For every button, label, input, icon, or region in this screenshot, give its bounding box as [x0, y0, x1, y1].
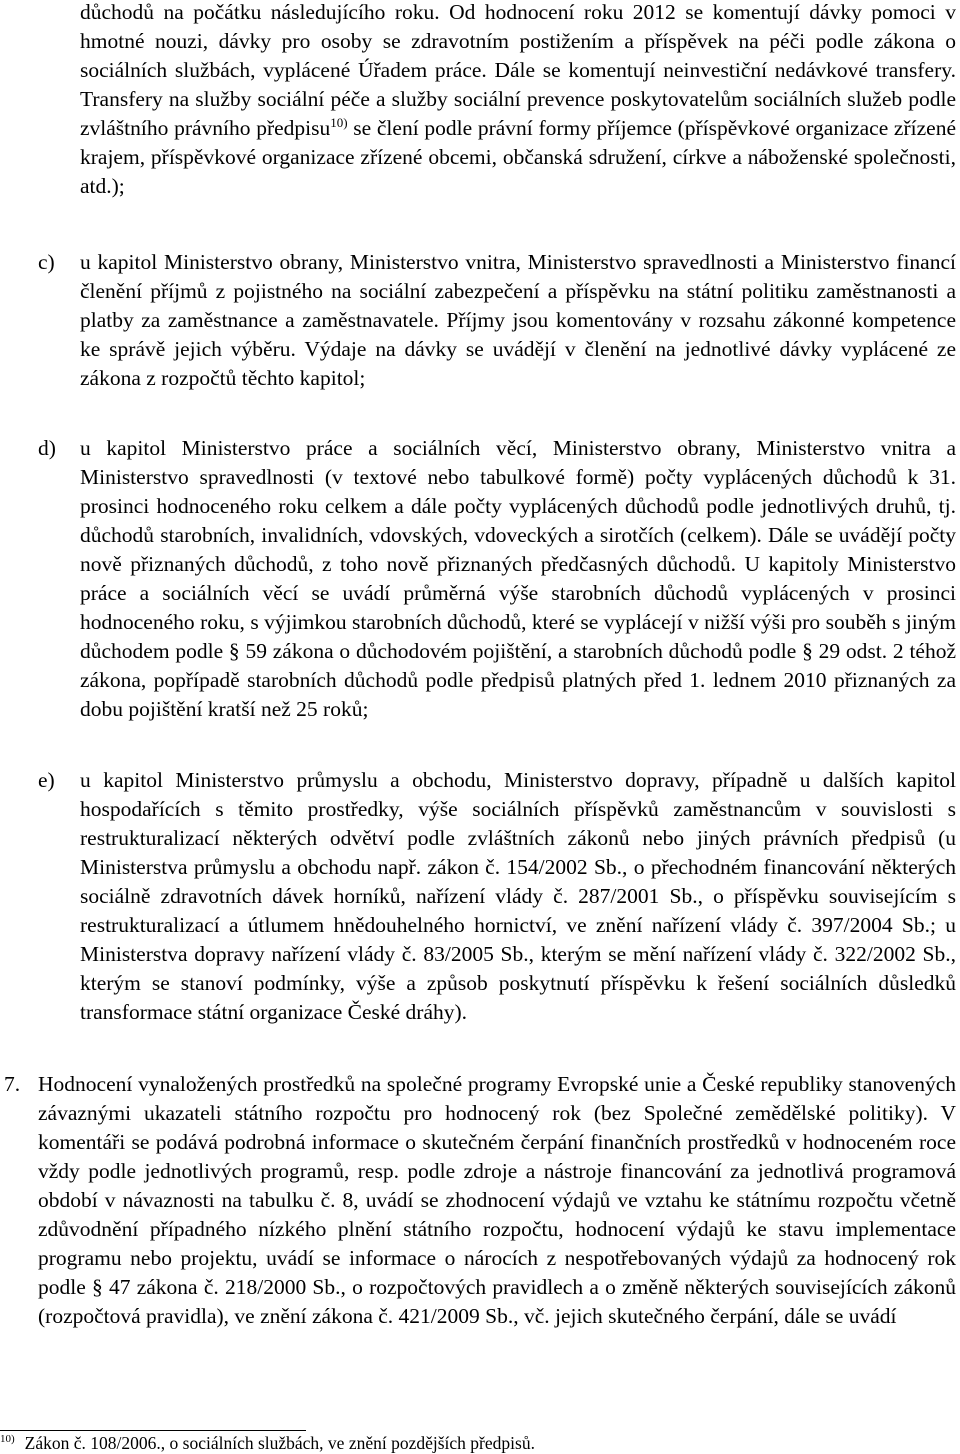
- footnote-divider: [0, 1430, 306, 1431]
- list-item-label: d): [38, 436, 56, 460]
- numbered-item-label: 7.: [4, 1072, 21, 1096]
- footnote-mark: 10): [0, 1433, 15, 1446]
- numbered-item-text: Hodnocení vynaložených prostředků na společné programy Evropské unie a České republiky stanovených závaznými ukazateli státního rozpočtu pro hodnocený rok (bez Společné zemědělské politiky). V komentáři se podává podrobná informace o skutečném čerpání finančních prostředků v hodnoceném roce vždy podle jednotlivých programů, resp. podle zdroje a nástroje financování za jednotlivá programová období v návaznosti na tabulku č. 8, uvádí se zhodnocení výdajů ve vztahu ke státnímu rozpočtu včetně zdůvodnění případného nízkého plnění státního rozpočtu, hodnocení výdajů ke stavu implementace programu nebo projektu, uvádí se informace o nárocích z nespotřebovaných výdajů za hodnocený rok podle § 47 zákona č. 218/2000 Sb., o rozpočtových pravidlech a o změně některých souvisejících zákonů (rozpočtová pravidla), ve znění zákona č. 421/2009 Sb., vč. jejich skutečného čerpání, dále se uvádí: [38, 1072, 956, 1328]
- intro-paragraph: [80, 0, 956, 201]
- list-item-label: e): [38, 768, 55, 792]
- footnote-reference: 10): [330, 114, 348, 130]
- intro-text-start: důchodů na počátku následujícího roku. Od hodnocení roku 2012 se komentují dávky pomoci v hmotné nouzi, dávky pro osoby se zdravotním postižením a příspěvek na péči podle zákona o sociálních službách, vyplácené Úřadem práce. Dále se komentují neinvestiční nedávkové transfery. Transfery na služby sociální péče a služby sociální prevence poskytovatelům sociálních služeb podle zvláštního právního předpisu: [80, 0, 956, 140]
- list-item-text: u kapitol Ministerstvo práce a sociálních věcí, Ministerstvo obrany, Ministerstvo vnitra a Ministerstvo spravedlnosti (v textové nebo tabulkové formě) počty vyplácených důchodů k 31. prosinci hodnoceného roku celkem a dále počty vyplácených důchodů podle jednotlivých druhů, tj. důchodů starobních, invalidních, vdovských, vdoveckých a sirotčích (celkem). Dále se uvádějí počty nově přiznaných důchodů, z toho nově přiznaných předčasných důchodů. U kapitoly Ministerstvo práce a sociálních věcí se uvádí průměrná výše starobních důchodů vyplácených v prosinci hodnoceného roku, s výjimkou starobních důchodů, které se vyplácejí v nižší výši pro souběh s jiným důchodem podle § 59 zákona o důchodovém pojištění, a starobních důchodů podle § 29 odst. 2 téhož zákona, popřípadě starobních důchodů podle předpisů platných před 1. lednem 2010 přiznaných za dobu pojištění kratší než 25 roků;: [80, 436, 956, 721]
- footnote-text: Zákon č. 108/2006., o sociálních službách, ve znění pozdějších předpisů.: [24, 1433, 535, 1453]
- list-item-label: c): [38, 250, 55, 274]
- intro-text-end: se člení podle právní formy příjemce (příspěvkové organizace zřízené krajem, příspěvkové organizace zřízené obcemi, občanská sdružení, církve a náboženské společnosti, atd.);: [80, 116, 956, 198]
- list-item-text: u kapitol Ministerstvo obrany, Ministerstvo vnitra, Ministerstvo spravedlnosti a Ministerstvo financí členění příjmů z pojistného na sociální zabezpečení a příspěvku na státní politiku zaměstnanosti a platby za zaměstnance a zaměstnavatele. Příjmy jsou komentovány v rozsahu zákonné kompetence ke správě jejich výběru. Výdaje na dávky se uvádějí v členění na jednotlivé dávky vyplácené ze zákona z rozpočtů těchto kapitol;: [80, 250, 956, 390]
- list-item-text: u kapitol Ministerstvo průmyslu a obchodu, Ministerstvo dopravy, případně u dalších kapitol hospodařících s těmito prostředky, výše sociálních příspěvků zaměstnancům v souvislosti s restrukturalizací některých odvětví podle zvláštních zákonů nebo jiných právních předpisů (u Ministerstva průmyslu a obchodu např. zákon č. 154/2002 Sb., o přechodném financování některých sociálně zdravotních dávek horníků, nařízení vlády č. 287/2001 Sb., o příspěvku souvisejícím s restrukturalizací a útlumem hnědouhelného hornictví, ve znění nařízení vlády č. 397/2004 Sb.; u Ministerstva dopravy nařízení vlády č. 83/2005 Sb., kterým se mění nařízení vlády č. 322/2002 Sb., kterým se stanoví podmínky, výše a způsob poskytnutí příspěvku k řešení sociálních důsledků transformace státní organizace České dráhy).: [80, 768, 956, 1024]
- footnote: [0, 1432, 535, 1454]
